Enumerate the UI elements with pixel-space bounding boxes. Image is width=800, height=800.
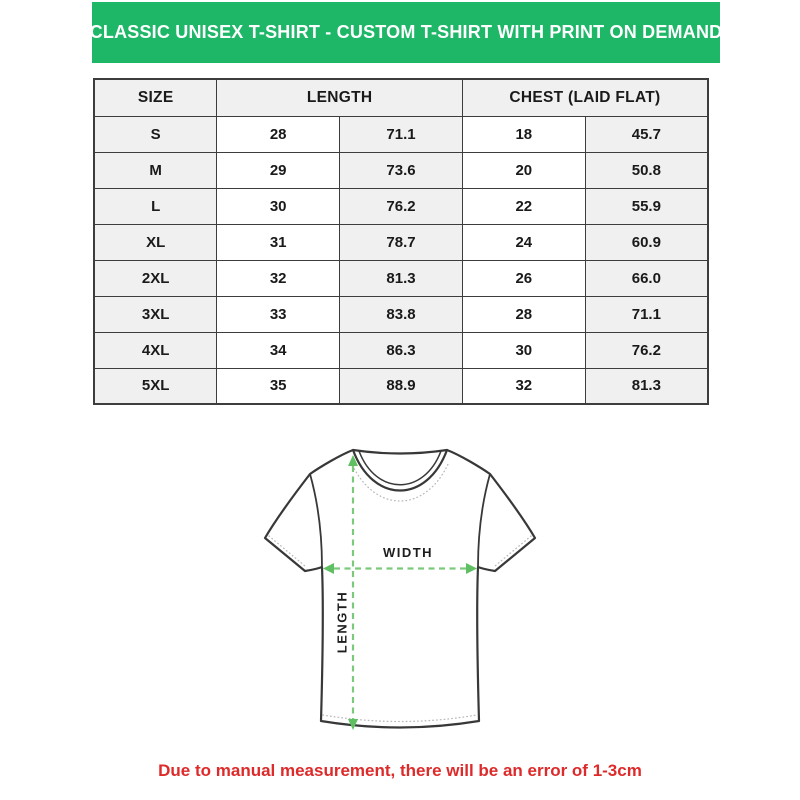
chest-cm-value: 45.7 (585, 116, 708, 152)
size-label: 2XL (94, 260, 217, 296)
length-cm-value: 78.7 (340, 224, 463, 260)
length-cm-value: 76.2 (340, 188, 463, 224)
length-inches-value: 32 (217, 260, 340, 296)
chest-cm-value: 81.3 (585, 368, 708, 404)
length-cm-value: 71.1 (340, 116, 463, 152)
width-dimension-label: WIDTH (382, 545, 434, 560)
length-inches-value: 34 (217, 332, 340, 368)
size-label: 3XL (94, 296, 217, 332)
chest-cm-value: 55.9 (585, 188, 708, 224)
size-label: XL (94, 224, 217, 260)
size-table (93, 78, 709, 405)
chest-inches-value: 32 (462, 368, 585, 404)
chest-inches-value: 20 (462, 152, 585, 188)
chest-cm-value: 71.1 (585, 296, 708, 332)
length-inches-value: 35 (217, 368, 340, 404)
size-label: 4XL (94, 332, 217, 368)
size-label: S (94, 116, 217, 152)
size-label: 5XL (94, 368, 217, 404)
length-cm-value: 73.6 (340, 152, 463, 188)
size-row-xl (94, 224, 708, 260)
chest-inches-value: 30 (462, 332, 585, 368)
size-row-4xl (94, 332, 708, 368)
chest-inches-value: 22 (462, 188, 585, 224)
length-inches-value: 28 (217, 116, 340, 152)
tshirt-outline (265, 450, 535, 728)
chest-inches-value: 26 (462, 260, 585, 296)
chest-inches-value: 28 (462, 296, 585, 332)
title-banner (89, 2, 723, 63)
length-cm-value: 86.3 (340, 332, 463, 368)
size-table-body (94, 116, 708, 404)
size-label: M (94, 152, 217, 188)
length-inches-value: 33 (217, 296, 340, 332)
tshirt-measurement-diagram (250, 440, 550, 755)
page-title: CLASSIC UNISEX T-SHIRT - CUSTOM T-SHIRT WITH PRINT ON DEMAND (89, 22, 723, 42)
table-header-row (94, 79, 708, 116)
chest-cm-value: 60.9 (585, 224, 708, 260)
length-inches-value: 31 (217, 224, 340, 260)
length-inches-value: 29 (217, 152, 340, 188)
column-header-length: LENGTH (217, 79, 463, 116)
length-inches-value: 30 (217, 188, 340, 224)
size-row-l (94, 188, 708, 224)
length-cm-value: 88.9 (340, 368, 463, 404)
length-dimension-label: LENGTH (334, 590, 350, 654)
size-label: L (94, 188, 217, 224)
size-row-5xl (94, 368, 708, 404)
chest-cm-value: 50.8 (585, 152, 708, 188)
length-cm-value: 81.3 (340, 260, 463, 296)
length-cm-value: 83.8 (340, 296, 463, 332)
size-row-m (94, 152, 708, 188)
chest-cm-value: 66.0 (585, 260, 708, 296)
size-row-2xl (94, 260, 708, 296)
chest-cm-value: 76.2 (585, 332, 708, 368)
chest-inches-value: 18 (462, 116, 585, 152)
size-row-s (94, 116, 708, 152)
chest-inches-value: 24 (462, 224, 585, 260)
column-header-chest: CHEST (LAID FLAT) (462, 79, 708, 116)
column-header-size: SIZE (94, 79, 217, 116)
size-row-3xl (94, 296, 708, 332)
measurement-disclaimer: Due to manual measurement, there will be an error of 1-3cm (158, 761, 642, 780)
